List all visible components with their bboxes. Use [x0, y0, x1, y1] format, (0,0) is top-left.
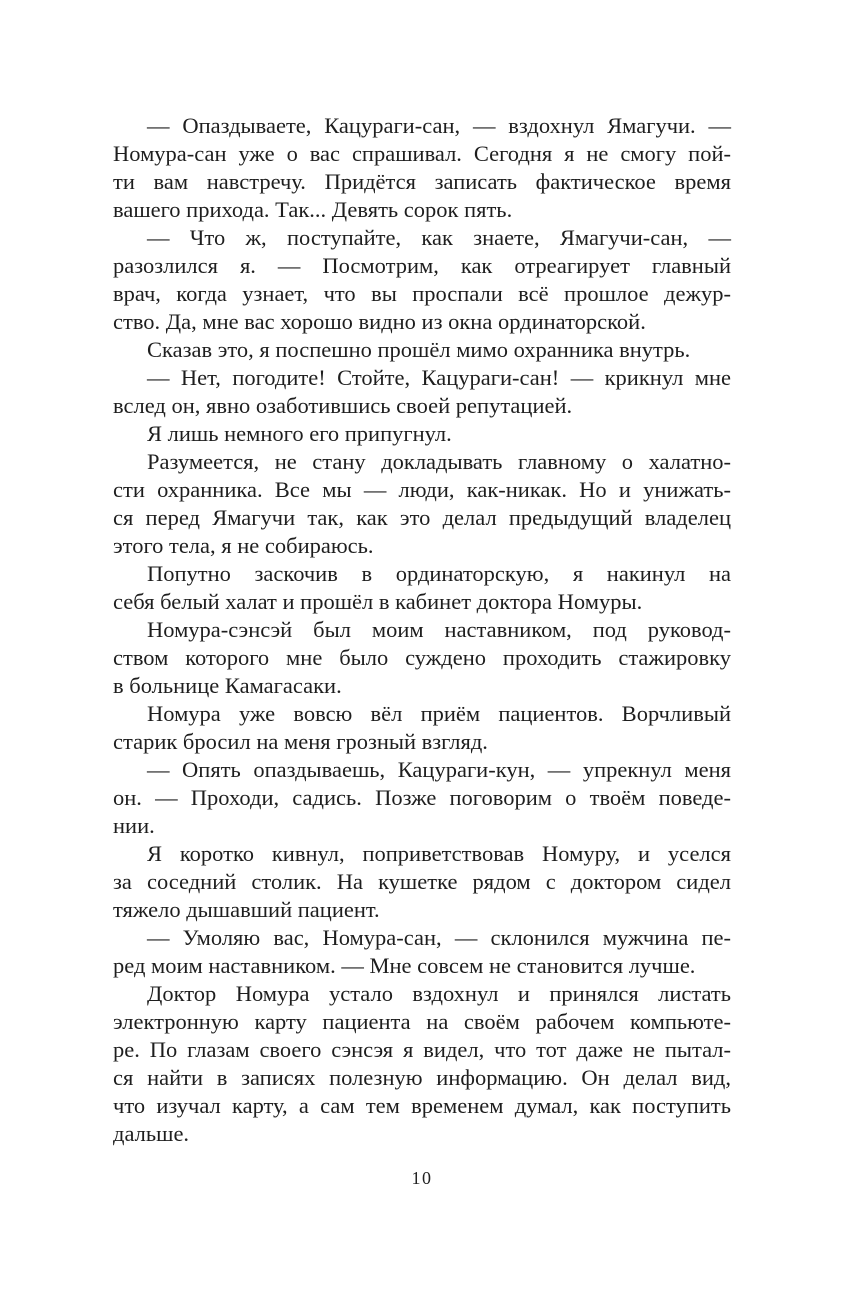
paragraph [113, 756, 731, 840]
text-line: ся найти в записях полезную информацию. Он делал вид, [113, 1065, 731, 1090]
text-line: врач, когда узнает, что вы проспали всё прошлое дежур- [113, 281, 731, 306]
text-line: ти вам навстречу. Придётся записать фактическое время [113, 169, 731, 194]
paragraph [113, 980, 731, 1148]
paragraph [113, 924, 731, 980]
paragraph [113, 336, 731, 364]
text-line: вслед он, явно озаботившись своей репутацией. [113, 393, 573, 418]
text-line: тяжело дышавший пациент. [113, 897, 380, 922]
paragraph [113, 420, 731, 448]
paragraph [113, 364, 731, 420]
text-line: Номура-сан уже о вас спрашивал. Сегодня я не смогу пой- [113, 141, 731, 166]
text-line: старик бросил на меня грозный взгляд. [113, 729, 488, 754]
paragraph [113, 840, 731, 924]
text-line: сти охранника. Все мы — люди, как-никак. Но и унижать- [113, 477, 731, 502]
text-line: — Опять опаздываешь, Кацураги-кун, — упрекнул меня [147, 757, 731, 782]
paragraph [113, 616, 731, 700]
paragraph [113, 112, 731, 224]
text-line: Доктор Номура устало вздохнул и принялся листать [147, 981, 731, 1006]
text-block [113, 112, 731, 1148]
text-line: вашего прихода. Так... Девять сорок пять. [113, 197, 513, 222]
text-line: Номура уже вовсю вёл приём пациентов. Ворчливый [147, 701, 731, 726]
paragraph [113, 448, 731, 560]
text-line: ством которого мне было суждено проходить стажировку [113, 645, 731, 670]
text-line: Сказав это, я поспешно прошёл мимо охранника внутрь. [147, 337, 691, 362]
text-line: — Что ж, поступайте, как знаете, Ямагучи-сан, — [147, 225, 731, 250]
text-line: за соседний столик. На кушетке рядом с доктором сидел [113, 869, 731, 894]
text-line: электронную карту пациента на своём рабочем компьюте- [113, 1009, 731, 1034]
text-line: ре. По глазам своего сэнсэя я видел, что тот даже не пытал- [113, 1037, 731, 1062]
text-line: этого тела, я не собираюсь. [113, 533, 374, 558]
text-line: — Опаздываете, Кацураги-сан, — вздохнул Ямагучи. — [147, 113, 731, 138]
text-line: ство. Да, мне вас хорошо видно из окна ординаторской. [113, 309, 646, 334]
paragraph [113, 224, 731, 336]
text-line: Разумеется, не стану докладывать главному о халатно- [147, 449, 731, 474]
text-line: дальше. [113, 1121, 190, 1146]
text-line: Номура-сэнсэй был моим наставником, под руковод- [147, 617, 731, 642]
text-line: ред моим наставником. — Мне совсем не становится лучше. [113, 953, 696, 978]
text-line: что изучал карту, а сам тем временем думал, как поступить [113, 1093, 731, 1118]
text-line: — Умоляю вас, Номура-сан, — склонился мужчина пе- [147, 925, 731, 950]
text-line: разозлился я. — Посмотрим, как отреагирует главный [113, 253, 731, 278]
text-line: Попутно заскочив в ординаторскую, я накинул на [147, 561, 731, 586]
text-line: — Нет, погодите! Стойте, Кацураги-сан! — крикнул мне [147, 365, 731, 390]
page-number: 10 [411, 1168, 433, 1188]
text-line: ся перед Ямагучи так, как это делал предыдущий владелец [113, 505, 731, 530]
text-line: Я коротко кивнул, поприветствовав Номуру, и уселся [147, 841, 731, 866]
paragraph [113, 700, 731, 756]
text-line: Я лишь немного его припугнул. [147, 421, 452, 446]
text-line: себя белый халат и прошёл в кабинет доктора Номуры. [113, 589, 643, 614]
text-line: нии. [113, 813, 155, 838]
paragraph [113, 560, 731, 616]
text-line: в больнице Камагасаки. [113, 673, 342, 698]
text-line: он. — Проходи, садись. Позже поговорим о твоём поведе- [113, 785, 731, 810]
